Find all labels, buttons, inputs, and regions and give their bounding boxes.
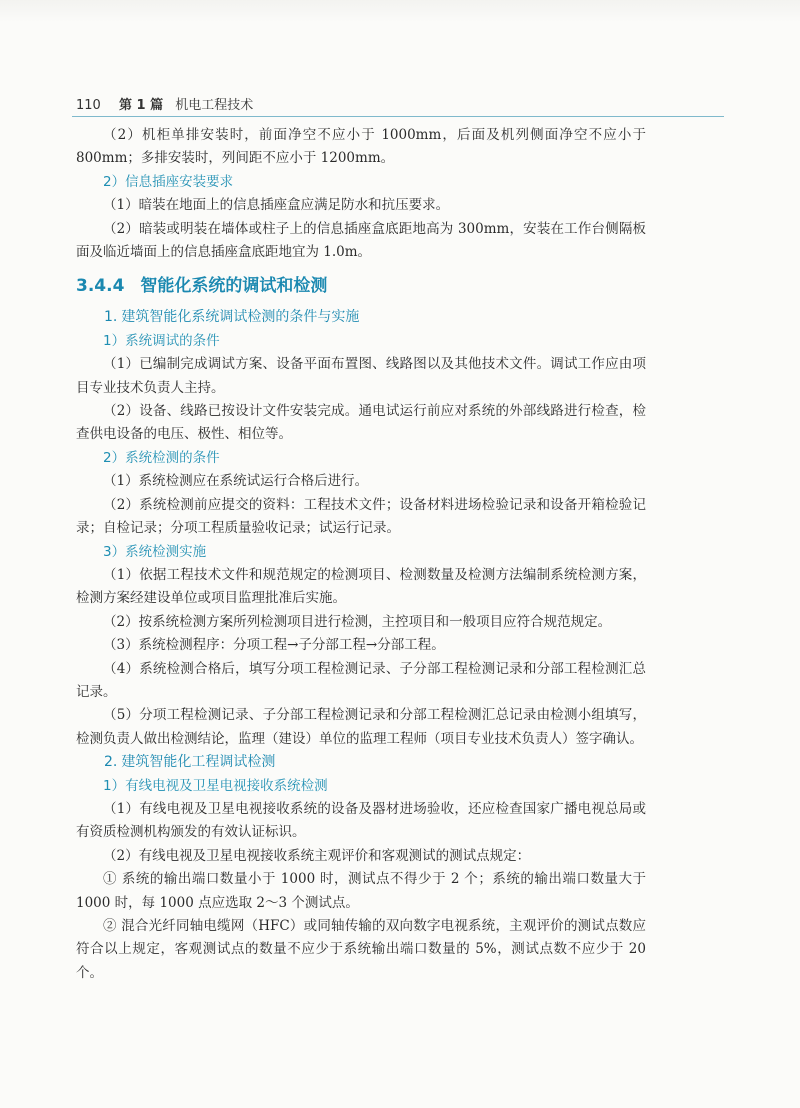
paragraph: （1）系统检测应在系统试运行合格后进行。 bbox=[103, 473, 369, 490]
part-title: 机电工程技术 bbox=[175, 98, 254, 113]
part-label: 第 1 篇 bbox=[118, 98, 164, 113]
paragraph: （3）系统检测程序：分项工程→子分部工程→分部工程。 bbox=[103, 637, 445, 654]
paragraph: （2）有线电视及卫星电视接收系统主观评价和客观测试的测试点规定： bbox=[103, 847, 531, 864]
paragraph: ① 系统的输出端口数量小于 1000 时，测试点不得少于 2 个；系统的输出端口数量大于 1000 时，每 1000 点应选取 2～3 个测试点。 bbox=[76, 871, 646, 911]
paragraph: （1）依据工程技术文件和规范规定的检测项目、检测数量及检测方法编制系统检测方案，检测方案经建设单位或项目监理批准后实施。 bbox=[76, 566, 646, 607]
paragraph: （1）暗装在地面上的信息插座盒应满足防水和抗压要求。 bbox=[103, 197, 450, 214]
subsection-heading-1: 1. 建筑智能化系统调试检测的条件与实施 bbox=[104, 309, 360, 326]
page-body bbox=[76, 124, 646, 985]
subsection-heading-2: 2. 建筑智能化工程调试检测 bbox=[104, 754, 276, 771]
subheading-test-conditions: 2）系统检测的条件 bbox=[103, 449, 220, 466]
paragraph: ② 混合光纤同轴电缆网（HFC）或同轴传输的双向数字电视系统，主观评价的测试点数应符合以上规定，客观测试点的数量不应少于系统输出端口数量的 5%，测试点数不应少于 20 个。 bbox=[76, 918, 646, 981]
section-heading bbox=[76, 274, 646, 298]
subheading-test-implementation: 3）系统检测实施 bbox=[103, 543, 207, 560]
paragraph: （2）设备、线路已按设计文件安装完成。通电试运行前应对系统的外部线路进行检查，检查供电设备的电压、极性、相位等。 bbox=[76, 403, 646, 443]
paragraph: （2）按系统检测方案所列检测项目进行检测，主控项目和一般项目应符合规范规定。 bbox=[103, 613, 612, 630]
paragraph: （2）暗装或明装在墙体或柱子上的信息插座盒底距地高为 300mm，安装在工作台侧隔板面及临近墙面上的信息插座盒底距地宜为 1.0m。 bbox=[76, 220, 646, 261]
section-number: 3.4.4 bbox=[76, 276, 125, 297]
subheading-debug-conditions: 1）系统调试的条件 bbox=[103, 332, 220, 349]
paragraph: （1）已编制完成调试方案、设备平面布置图、线路图以及其他技术文件。调试工作应由项目专业技术负责人主持。 bbox=[76, 356, 646, 396]
page-number: 110 bbox=[76, 98, 101, 113]
header-rule bbox=[72, 116, 724, 117]
paragraph: （4）系统检测合格后，填写分项工程检测记录、子分部工程检测记录和分部工程检测汇总记录。 bbox=[76, 660, 646, 700]
page-top-edge bbox=[0, 0, 800, 22]
paragraph: （1）有线电视及卫星电视接收系统的设备及器材进场验收，还应检查国家广播电视总局或有资质检测机构颁发的有效认证标识。 bbox=[76, 800, 646, 841]
paragraph: （5）分项工程检测记录、子分部工程检测记录和分部工程检测汇总记录由检测小组填写，检测负责人做出检测结论，监理（建设）单位的监理工程师（项目专业技术负责人）签字确认。 bbox=[76, 707, 646, 747]
paragraph: （2）机柜单排安装时，前面净空不应小于 1000mm，后面及机列侧面净空不应小于 800mm；多排安装时，列间距不应小于 1200mm。 bbox=[76, 127, 646, 167]
paragraph: （2）系统检测前应提交的资料：工程技术文件；设备材料进场检验记录和设备开箱检验记录；自检记录；分项工程质量验收记录；试运行记录。 bbox=[76, 496, 646, 537]
section-title: 智能化系统的调试和检测 bbox=[140, 276, 328, 297]
subheading-info-socket: 2）信息插座安装要求 bbox=[103, 173, 234, 190]
running-header bbox=[76, 94, 722, 113]
subheading-cable-tv: 1）有线电视及卫星电视接收系统检测 bbox=[103, 777, 328, 794]
